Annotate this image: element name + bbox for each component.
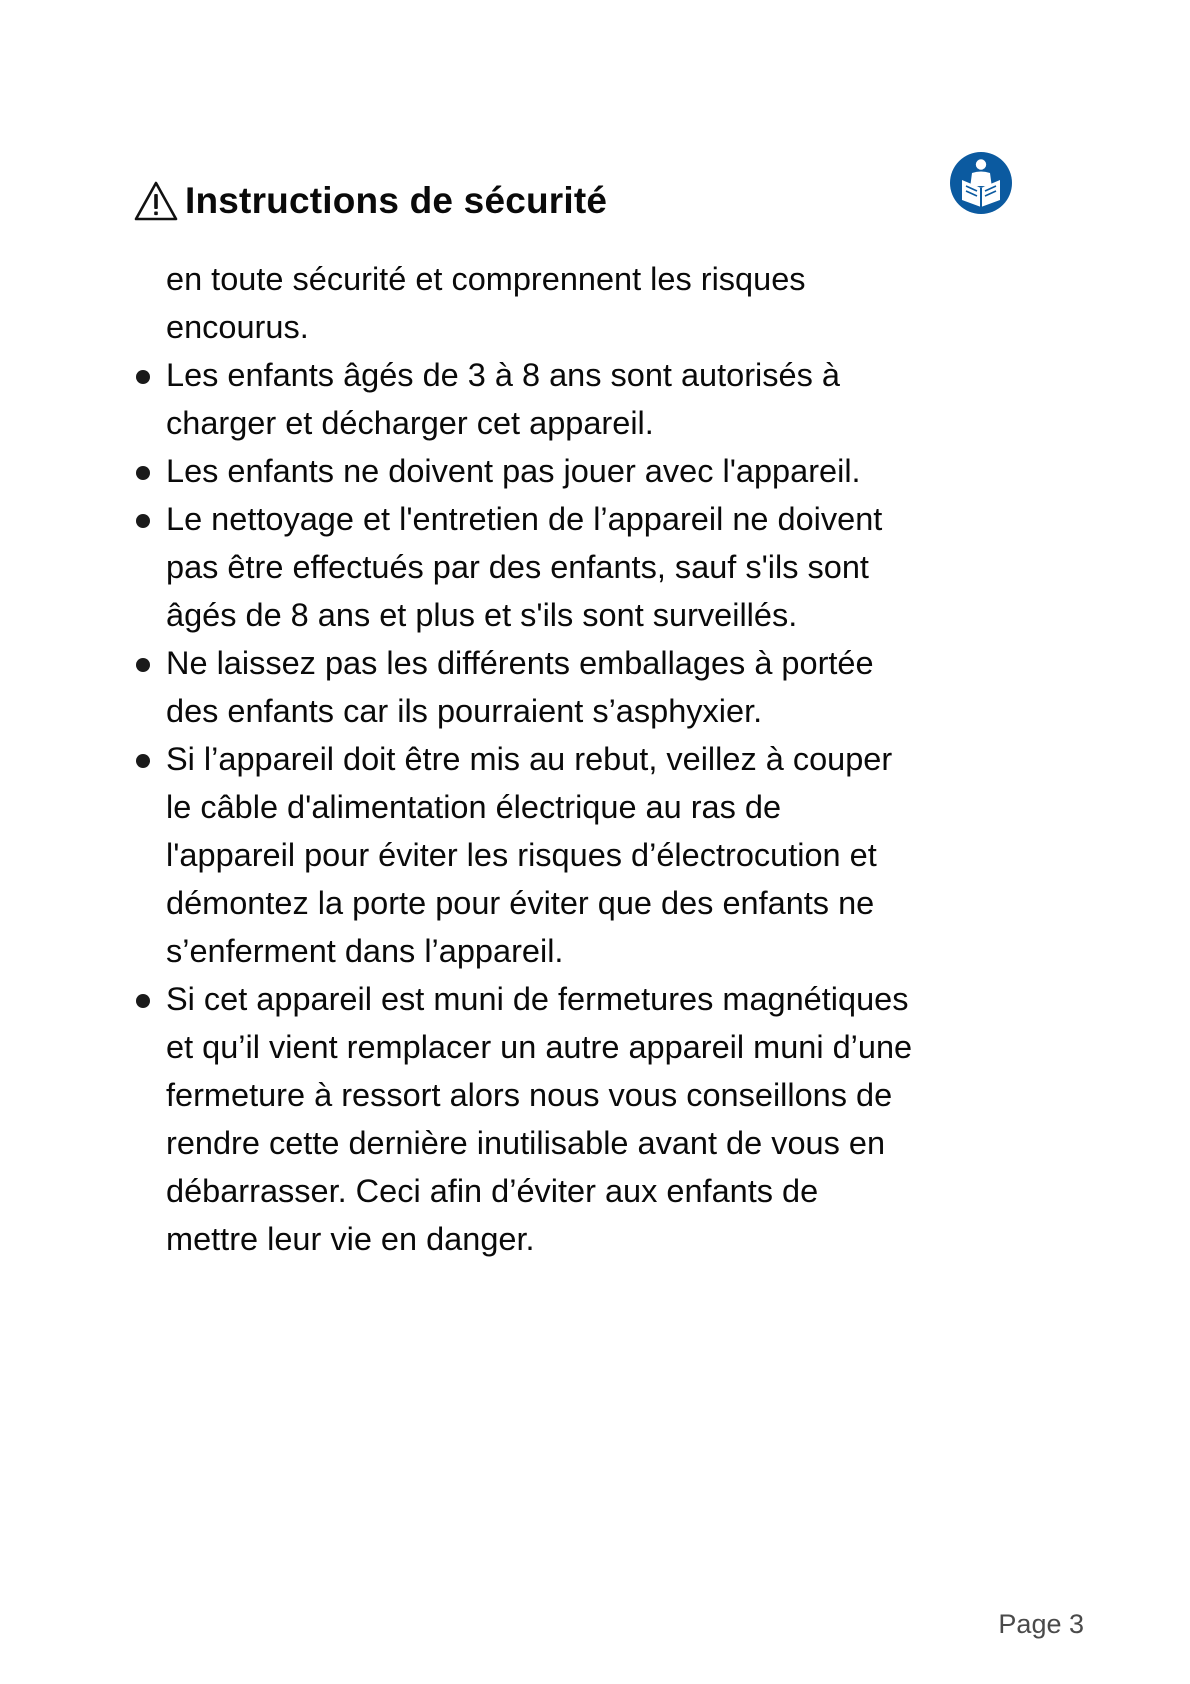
text-line: en toute sécurité et comprennent les risques: [166, 261, 806, 297]
text-line: s’enferment dans l’appareil.: [166, 933, 564, 969]
bullet-icon: [136, 658, 150, 672]
text-line: fermeture à ressort alors nous vous conseillons de: [166, 1077, 893, 1113]
page-title: Instructions de sécurité: [185, 180, 608, 221]
text-line: débarrasser. Ceci afin d’éviter aux enfants de: [166, 1173, 819, 1209]
text-line: encourus.: [166, 309, 309, 345]
bullet-icon: [136, 754, 150, 768]
section-header: [133, 176, 607, 226]
text-line: démontez la porte pour éviter que des enfants ne: [166, 885, 875, 921]
text-line: Si l’appareil doit être mis au rebut, veillez à couper: [166, 741, 893, 777]
text-line: Le nettoyage et l'entretien de l’appareil ne doivent: [166, 501, 883, 537]
list-item: [166, 447, 1016, 495]
text-line: pas être effectués par des enfants, sauf s'ils sont: [166, 549, 869, 585]
bullet-icon: [136, 514, 150, 528]
page-number: Page 3: [998, 1609, 1084, 1639]
text-line: mettre leur vie en danger.: [166, 1221, 535, 1257]
bullet-icon: [136, 370, 150, 384]
text-line: le câble d'alimentation électrique au ras de: [166, 789, 782, 825]
text-line: et qu’il vient remplacer un autre appareil muni d’une: [166, 1029, 913, 1065]
list-item: [166, 351, 1016, 447]
list-item: [166, 975, 1016, 1263]
warning-triangle-icon: [133, 180, 179, 222]
text-line: des enfants car ils pourraient s’asphyxier.: [166, 693, 763, 729]
text-line: Ne laissez pas les différents emballages à portée: [166, 645, 874, 681]
list-item: [166, 735, 1016, 975]
text-line: charger et décharger cet appareil.: [166, 405, 654, 441]
text-line: rendre cette dernière inutilisable avant de vous en: [166, 1125, 886, 1161]
text-line: Les enfants âgés de 3 à 8 ans sont autorisés à: [166, 357, 840, 393]
bullet-icon: [136, 994, 150, 1008]
list-item: [166, 495, 1016, 639]
instruction-list: [166, 351, 1016, 1263]
safety-instructions: [166, 255, 1016, 1263]
text-line: âgés de 8 ans et plus et s'ils sont surveillés.: [166, 597, 798, 633]
text-line: Les enfants ne doivent pas jouer avec l'appareil.: [166, 453, 861, 489]
intro-paragraph: [166, 255, 1016, 351]
list-item: [166, 639, 1016, 735]
read-manual-icon: [948, 150, 1014, 216]
text-line: l'appareil pour éviter les risques d’électrocution et: [166, 837, 877, 873]
bullet-icon: [136, 466, 150, 480]
text-line: Si cet appareil est muni de fermetures magnétiques: [166, 981, 909, 1017]
